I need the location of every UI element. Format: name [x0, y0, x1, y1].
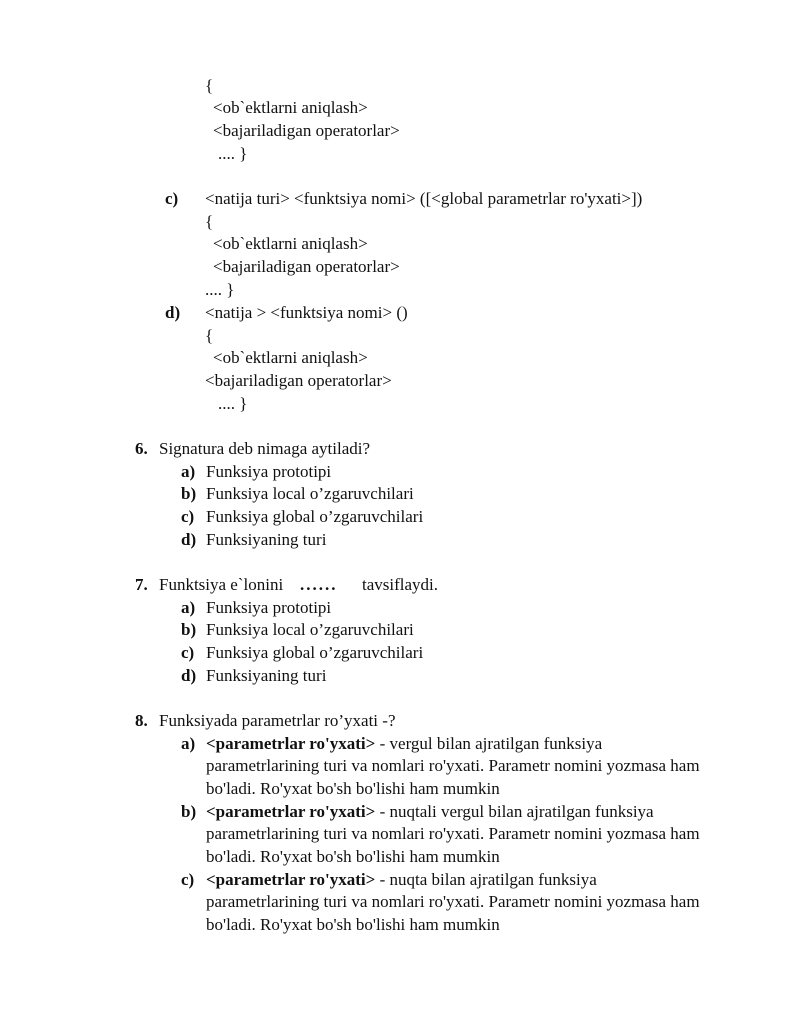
- question-text: Funktsiya e`lonini: [159, 575, 284, 594]
- close-brace: .... }: [205, 280, 235, 299]
- question-text-end: tavsiflaydi.: [362, 575, 439, 594]
- open-brace: {: [205, 212, 214, 231]
- close-brace: .... }: [218, 144, 248, 163]
- code-line: <bajariladigan operatorlar>: [213, 257, 400, 276]
- question-number: 6.: [135, 439, 148, 458]
- option-text: parametrlarining turi va nomlari ro'yxati. Parametr nomini yozmasa ham: [206, 892, 700, 911]
- code-line: <ob`ektlarni aniqlash>: [213, 98, 368, 117]
- question-text: Funksiyada parametrlar ro’yxati -?: [159, 711, 396, 730]
- option-text: Funksiya global o’zgaruvchilari: [206, 643, 424, 662]
- option-text: parametrlarining turi va nomlari ro'yxati. Parametr nomini yozmasa ham: [206, 756, 700, 775]
- close-brace: .... }: [218, 394, 248, 413]
- option-text: bo'ladi. Ro'yxat bo'sh bo'lishi ham mumkin: [206, 915, 500, 934]
- option-label: c): [181, 643, 195, 662]
- option-text: Funksiyaning turi: [206, 530, 327, 549]
- option-text: Funksiya local o’zgaruvchilari: [206, 620, 414, 639]
- blank-dots: ......: [300, 575, 338, 594]
- option-text: Funksiyaning turi: [206, 666, 327, 685]
- option-label: b): [181, 802, 197, 821]
- option-label: c): [165, 189, 179, 208]
- option-line: [206, 869, 597, 891]
- question-number: 7.: [135, 575, 148, 594]
- option-text: - nuqtali vergul bilan ajratilgan funksiya: [375, 802, 654, 821]
- option-line: [206, 801, 654, 823]
- option-text: - nuqta bilan ajratilgan funksiya: [375, 870, 597, 889]
- option-label: b): [181, 620, 197, 639]
- option-label: a): [181, 734, 196, 753]
- option-text: Funksiya global o’zgaruvchilari: [206, 507, 424, 526]
- option-term: <parametrlar ro'yxati>: [206, 802, 376, 821]
- code-line: <bajariladigan operatorlar>: [205, 371, 392, 390]
- option-term: <parametrlar ro'yxati>: [206, 734, 376, 753]
- option-text: parametrlarining turi va nomlari ro'yxati. Parametr nomini yozmasa ham: [206, 824, 700, 843]
- question-text: Signatura deb nimaga aytiladi?: [159, 439, 371, 458]
- option-line: [206, 733, 602, 755]
- option-text: Funksiya prototipi: [206, 462, 332, 481]
- option-label: d): [181, 666, 197, 685]
- open-brace: {: [205, 76, 214, 95]
- question-number: 8.: [135, 711, 148, 730]
- code-line: <bajariladigan operatorlar>: [213, 121, 400, 140]
- option-label: c): [181, 507, 195, 526]
- option-label: d): [181, 530, 197, 549]
- option-text: bo'ladi. Ro'yxat bo'sh bo'lishi ham mumkin: [206, 847, 500, 866]
- option-text: <natija turi> <funktsiya nomi> ([<global parametrlar ro'yxati>]): [205, 189, 643, 208]
- code-line: <ob`ektlarni aniqlash>: [213, 348, 368, 367]
- option-text: bo'ladi. Ro'yxat bo'sh bo'lishi ham mumkin: [206, 779, 500, 798]
- option-text: - vergul bilan ajratilgan funksiya: [375, 734, 603, 753]
- option-text: Funksiya local o’zgaruvchilari: [206, 484, 414, 503]
- option-label: b): [181, 484, 197, 503]
- option-label: c): [181, 870, 195, 889]
- option-label: d): [165, 303, 181, 322]
- option-text: <natija > <funktsiya nomi> (): [205, 303, 408, 322]
- open-brace: {: [205, 326, 214, 345]
- code-line: <ob`ektlarni aniqlash>: [213, 234, 368, 253]
- option-term: <parametrlar ro'yxati>: [206, 870, 376, 889]
- option-label: a): [181, 462, 196, 481]
- option-text: Funksiya prototipi: [206, 598, 332, 617]
- option-label: a): [181, 598, 196, 617]
